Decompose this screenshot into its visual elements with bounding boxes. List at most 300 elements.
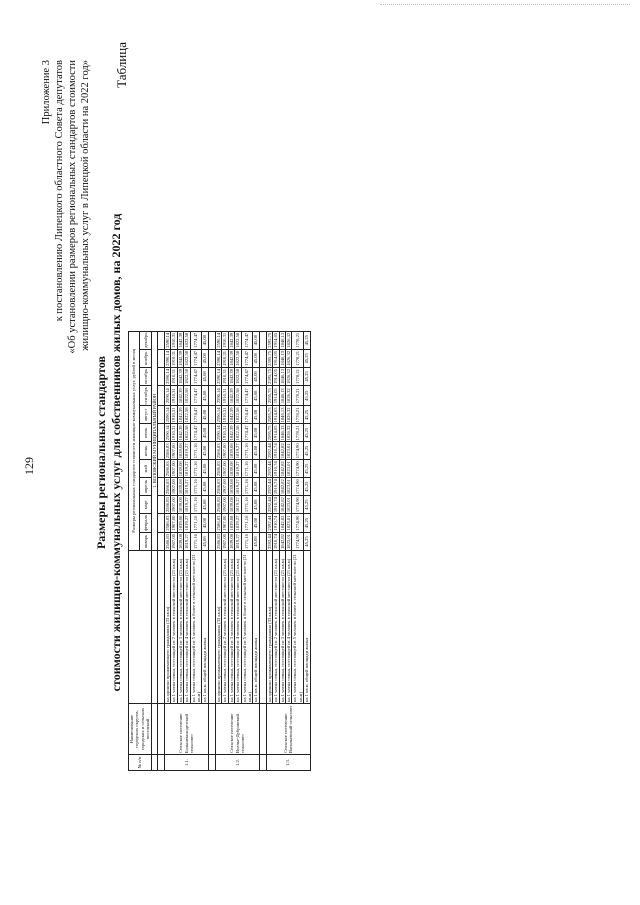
value-cell: 1846,13 xyxy=(279,369,285,384)
value-cell: 1823,01 xyxy=(285,514,291,533)
table-label: Таблица xyxy=(114,42,129,88)
row-description: на одиноко проживающего гражданина (33 кв.м) xyxy=(165,551,171,704)
value-cell: 1774,47 xyxy=(241,367,253,385)
value-cell: 1914,05 xyxy=(273,369,279,384)
value-cell: 1774,47 xyxy=(241,386,253,406)
spacer-cell xyxy=(158,704,165,755)
value-cell: 45,25 xyxy=(304,406,310,424)
row-description: на 1 члена семьи, состоящей из 4 человек в сельской местности (21 кв.м) xyxy=(184,551,190,704)
value-cell: 1910,31 xyxy=(171,332,177,348)
spacer-cell xyxy=(208,551,215,704)
value-cell: 1822,58 xyxy=(184,425,190,441)
month-header: июнь xyxy=(140,442,151,460)
value-cell: 1842,82 xyxy=(279,514,285,533)
value-cell: 1819,27 xyxy=(235,461,241,477)
spacer-cell xyxy=(158,424,165,442)
col-header-group: Размеры региональных стандартов стоимости жилищно-коммунальных услуг, рублей в месяц xyxy=(129,331,140,550)
value-cell: 1842,39 xyxy=(177,369,183,384)
spacer-cell xyxy=(208,460,215,478)
section-title: 1. ВОЛОВСКИЙ МУНИЦИПАЛЬНЫЙ РАЙОН xyxy=(151,331,157,550)
value-cell: 45,08 xyxy=(202,367,208,385)
value-cell: 1839,08 xyxy=(228,534,234,549)
month-header: февраль xyxy=(140,514,151,533)
value-cell: 45,08 xyxy=(202,386,208,406)
row-description: на 1 члена семьи, состоящей из 5 человек и более в сельской местности (21 кв.м) xyxy=(241,551,253,704)
value-cell: 1842,82 xyxy=(279,479,285,495)
value-cell: 1910,31 xyxy=(171,407,177,423)
row-description: на одиноко проживающего гражданина (33 кв.м) xyxy=(266,551,272,704)
spacer-cell xyxy=(158,406,165,424)
table-body xyxy=(151,331,310,770)
value-cell: 45,25 xyxy=(304,442,310,460)
value-cell: 1826,32 xyxy=(285,407,291,423)
value-cell: 1907,00 xyxy=(171,461,177,477)
value-cell: 1839,08 xyxy=(228,479,234,495)
value-cell: 1774,47 xyxy=(190,367,202,385)
spacer-cell xyxy=(208,406,215,424)
value-cell: 1819,27 xyxy=(184,534,190,549)
document-title-line-1: Размеры региональных стандартов xyxy=(94,355,108,550)
value-cell: 1819,27 xyxy=(235,443,241,459)
value-cell: 1819,27 xyxy=(184,479,190,495)
value-cell: 1839,08 xyxy=(228,497,234,513)
value-cell: 1774,90 xyxy=(292,514,304,533)
value-cell: 2590,14 xyxy=(165,407,171,423)
value-cell: 1842,39 xyxy=(177,425,183,441)
row-description: на 1 члена семьи, состоящей из 2 человек в сельской местности (21 кв.м) xyxy=(171,551,177,704)
spacer-cell xyxy=(208,478,215,496)
spacer-cell xyxy=(158,349,165,367)
value-cell: 2586,83 xyxy=(165,497,171,513)
value-cell: 45,25 xyxy=(304,424,310,442)
value-cell: 1774,47 xyxy=(190,349,202,367)
spacer-cell xyxy=(259,386,266,406)
value-cell: 2590,14 xyxy=(215,350,221,366)
value-cell: 1771,16 xyxy=(241,442,253,460)
value-cell: 1842,39 xyxy=(228,407,234,423)
value-cell: 1910,31 xyxy=(222,350,228,366)
spacer-cell xyxy=(259,460,266,478)
value-cell: 1907,00 xyxy=(171,479,177,495)
spacer-cell xyxy=(259,331,266,349)
value-cell: 1914,05 xyxy=(273,350,279,366)
spacer-cell xyxy=(208,514,215,533)
settlement-name: Сельское поселение Васильевский сельсовет xyxy=(266,704,310,755)
settlement-code: 1.1. xyxy=(165,755,209,771)
value-cell: 45,08 xyxy=(253,514,259,533)
value-cell: 1774,90 xyxy=(292,533,304,551)
value-cell: 1823,01 xyxy=(285,443,291,459)
month-header: март xyxy=(140,496,151,514)
value-cell: 2590,14 xyxy=(165,369,171,384)
value-cell: 1910,31 xyxy=(222,425,228,441)
value-cell: 45,25 xyxy=(304,478,310,496)
value-cell: 45,08 xyxy=(202,442,208,460)
appendix-line-2: к постановлению Липецкого областного Совета депутатов xyxy=(54,60,65,322)
value-cell: 45,08 xyxy=(253,386,259,406)
spacer-cell xyxy=(259,406,266,424)
row-description: на одиноко проживающего гражданина (33 кв.м) xyxy=(215,551,221,704)
appendix-line-3: «Об установлении размеров региональных стандартов стоимости xyxy=(67,60,78,354)
value-cell: 45,08 xyxy=(202,406,208,424)
row-description: на 1 члена семьи, состоящей из 4 человек в сельской местности (21 кв.м) xyxy=(285,551,291,704)
spacer-cell xyxy=(259,533,266,551)
month-header: сентябрь xyxy=(140,386,151,406)
spacer-cell xyxy=(208,496,215,514)
value-cell: 45,08 xyxy=(253,460,259,478)
value-cell: 1914,05 xyxy=(273,425,279,441)
spacer-cell xyxy=(208,755,215,771)
appendix-line-4: жилищно-коммунальных услуг в Липецкой области на 2022 год» xyxy=(80,60,91,351)
spacer-cell xyxy=(208,704,215,755)
value-cell: 1846,13 xyxy=(279,425,285,441)
value-cell: 1907,00 xyxy=(222,514,228,533)
value-cell: 45,08 xyxy=(253,331,259,349)
value-cell: 45,08 xyxy=(253,533,259,551)
value-cell: 2595,75 xyxy=(266,369,272,384)
value-cell: 2586,83 xyxy=(215,443,221,459)
value-cell: 1839,08 xyxy=(177,443,183,459)
value-cell: 45,25 xyxy=(304,460,310,478)
value-cell: 1774,90 xyxy=(292,442,304,460)
month-header: август xyxy=(140,406,151,424)
value-cell: 2595,75 xyxy=(266,407,272,423)
value-cell: 1907,00 xyxy=(171,514,177,533)
appendix-line-1: Приложение 3 xyxy=(41,60,52,125)
value-cell: 1822,58 xyxy=(184,332,190,348)
value-cell: 1910,74 xyxy=(273,514,279,533)
row-description: на 1 члена семьи, состоящей из 3 человек в сельской местности (21 кв.м) xyxy=(228,551,234,704)
value-cell: 45,25 xyxy=(304,514,310,533)
value-cell: 45,08 xyxy=(253,496,259,514)
row-description: на 1 кв.м. общей площади жилья xyxy=(253,551,259,704)
value-cell: 1822,58 xyxy=(184,386,190,406)
value-cell: 1819,27 xyxy=(184,443,190,459)
value-cell: 1771,16 xyxy=(190,496,202,514)
spacer-cell xyxy=(158,386,165,406)
settlement-name: Сельское поселение Волчье-Дубравский сельсовет xyxy=(215,704,259,755)
value-cell: 1771,16 xyxy=(241,533,253,551)
value-cell: 1910,31 xyxy=(222,386,228,406)
value-cell: 1774,47 xyxy=(190,424,202,442)
value-cell: 2592,44 xyxy=(266,534,272,549)
value-cell: 1907,00 xyxy=(222,534,228,549)
month-header: июль xyxy=(140,424,151,442)
value-cell: 45,08 xyxy=(202,460,208,478)
value-cell: 1822,58 xyxy=(235,425,241,441)
spacer-cell xyxy=(158,331,165,349)
value-cell: 1819,27 xyxy=(235,534,241,549)
value-cell: 2592,44 xyxy=(266,479,272,495)
value-cell: 2586,83 xyxy=(215,479,221,495)
value-cell: 1910,31 xyxy=(171,350,177,366)
value-cell: 1822,58 xyxy=(184,407,190,423)
value-cell: 1910,74 xyxy=(273,534,279,549)
value-cell: 1771,16 xyxy=(190,460,202,478)
value-cell: 1846,13 xyxy=(279,350,285,366)
value-cell: 45,08 xyxy=(253,424,259,442)
value-cell: 1778,21 xyxy=(292,386,304,406)
value-cell: 1778,21 xyxy=(292,424,304,442)
value-cell: 1774,47 xyxy=(241,349,253,367)
month-header: май xyxy=(140,460,151,478)
value-cell: 1771,16 xyxy=(190,442,202,460)
spacer-cell xyxy=(259,514,266,533)
month-header: декабрь xyxy=(140,331,151,349)
value-cell: 2590,14 xyxy=(215,369,221,384)
value-cell: 2590,14 xyxy=(215,386,221,406)
spacer-cell xyxy=(259,442,266,460)
value-cell: 1910,31 xyxy=(171,425,177,441)
value-cell: 1819,27 xyxy=(184,514,190,533)
spacer-cell xyxy=(158,478,165,496)
value-cell: 1771,16 xyxy=(190,514,202,533)
value-cell: 45,08 xyxy=(253,478,259,496)
value-cell: 2595,75 xyxy=(266,425,272,441)
row-description: на 1 члена семьи, состоящей из 2 человек в сельской местности (21 кв.м) xyxy=(273,551,279,704)
value-cell: 45,08 xyxy=(253,442,259,460)
value-cell: 1907,00 xyxy=(171,443,177,459)
value-cell: 2590,14 xyxy=(165,350,171,366)
spacer-cell xyxy=(208,349,215,367)
value-cell: 1842,39 xyxy=(177,386,183,406)
value-cell: 1822,58 xyxy=(235,369,241,384)
value-cell: 1774,47 xyxy=(241,406,253,424)
value-cell: 1819,27 xyxy=(184,461,190,477)
value-cell: 1771,16 xyxy=(241,514,253,533)
spacer-cell xyxy=(208,424,215,442)
value-cell: 1914,05 xyxy=(273,386,279,406)
spacer-cell xyxy=(259,496,266,514)
value-cell: 2592,44 xyxy=(266,443,272,459)
value-cell: 45,08 xyxy=(202,533,208,551)
spacer-cell xyxy=(158,442,165,460)
value-cell: 2590,14 xyxy=(215,425,221,441)
value-cell: 1846,13 xyxy=(279,407,285,423)
value-cell: 1819,27 xyxy=(184,497,190,513)
value-cell: 1910,31 xyxy=(222,332,228,348)
value-cell: 1823,01 xyxy=(285,479,291,495)
value-cell: 45,08 xyxy=(202,496,208,514)
value-cell: 45,25 xyxy=(304,533,310,551)
spacer-cell xyxy=(158,514,165,533)
value-cell: 1822,58 xyxy=(235,332,241,348)
spacer-cell xyxy=(208,442,215,460)
value-cell: 1826,32 xyxy=(285,425,291,441)
value-cell: 2590,14 xyxy=(165,386,171,406)
col-header-description xyxy=(129,551,152,704)
spacer-cell xyxy=(208,331,215,349)
settlement-code: 1.2. xyxy=(215,755,259,771)
settlement-code: 1.3. xyxy=(266,755,310,771)
value-cell: 1819,27 xyxy=(235,497,241,513)
value-cell: 45,08 xyxy=(202,514,208,533)
value-cell: 1842,39 xyxy=(177,332,183,348)
value-cell: 1822,58 xyxy=(235,386,241,406)
value-cell: 1771,16 xyxy=(190,478,202,496)
value-cell: 2590,14 xyxy=(215,407,221,423)
value-cell: 1839,08 xyxy=(228,461,234,477)
value-cell: 1842,39 xyxy=(228,332,234,348)
value-cell: 1907,00 xyxy=(171,534,177,549)
value-cell: 1842,39 xyxy=(228,350,234,366)
value-cell: 45,08 xyxy=(202,478,208,496)
value-cell: 45,08 xyxy=(253,367,259,385)
value-cell: 1907,00 xyxy=(222,443,228,459)
value-cell: 1778,21 xyxy=(292,349,304,367)
value-cell: 1822,58 xyxy=(184,350,190,366)
value-cell: 1910,74 xyxy=(273,497,279,513)
value-cell: 1839,08 xyxy=(177,534,183,549)
value-cell: 2586,83 xyxy=(165,534,171,549)
value-cell: 1907,00 xyxy=(222,479,228,495)
value-cell: 45,25 xyxy=(304,331,310,349)
value-cell: 1846,13 xyxy=(279,386,285,406)
value-cell: 1774,90 xyxy=(292,460,304,478)
value-cell: 1842,39 xyxy=(228,386,234,406)
value-cell: 45,25 xyxy=(304,496,310,514)
spacer-cell xyxy=(208,386,215,406)
spacer-cell xyxy=(158,367,165,385)
value-cell: 2595,75 xyxy=(266,350,272,366)
value-cell: 1826,32 xyxy=(285,332,291,348)
spacer-cell xyxy=(259,755,266,771)
value-cell: 1907,00 xyxy=(222,497,228,513)
value-cell: 2590,14 xyxy=(165,332,171,348)
month-header: апрель xyxy=(140,478,151,496)
value-cell: 2586,83 xyxy=(215,461,221,477)
value-cell: 1774,47 xyxy=(241,424,253,442)
value-cell: 1842,82 xyxy=(279,461,285,477)
value-cell: 45,08 xyxy=(202,349,208,367)
spacer-cell xyxy=(259,478,266,496)
value-cell: 1822,58 xyxy=(235,350,241,366)
spacer-cell xyxy=(158,755,165,771)
value-cell: 1778,21 xyxy=(292,367,304,385)
value-cell: 2590,14 xyxy=(215,332,221,348)
group-spacer-row xyxy=(208,331,215,770)
col-header-name: Наименование городских округов, городских и сельских поселений xyxy=(129,704,152,755)
value-cell: 1774,47 xyxy=(190,386,202,406)
value-cell: 2592,44 xyxy=(266,497,272,513)
value-cell: 1842,82 xyxy=(279,497,285,513)
row-description: на 1 кв.м. общей площади жилья xyxy=(304,551,310,704)
value-cell: 1778,21 xyxy=(292,331,304,349)
value-cell: 1914,05 xyxy=(273,332,279,348)
value-cell: 1778,21 xyxy=(292,406,304,424)
spacer-cell xyxy=(158,460,165,478)
value-cell: 1774,47 xyxy=(190,406,202,424)
value-cell: 1771,16 xyxy=(241,460,253,478)
month-header: октябрь xyxy=(140,367,151,385)
value-cell: 1910,31 xyxy=(222,369,228,384)
standards-table xyxy=(128,331,311,771)
spacer-cell xyxy=(259,367,266,385)
value-cell: 1774,47 xyxy=(190,331,202,349)
value-cell: 1910,31 xyxy=(171,386,177,406)
page-number: 129 xyxy=(22,457,36,475)
spacer-cell xyxy=(208,533,215,551)
value-cell: 1910,31 xyxy=(222,407,228,423)
col-header-number: № п/п xyxy=(129,755,152,771)
value-cell: 1839,08 xyxy=(177,514,183,533)
value-cell: 1910,31 xyxy=(171,369,177,384)
value-cell: 45,08 xyxy=(253,406,259,424)
value-cell: 1826,32 xyxy=(285,350,291,366)
value-cell: 1823,01 xyxy=(285,461,291,477)
value-cell: 1907,00 xyxy=(171,497,177,513)
row-description: на 1 члена семьи, состоящей из 3 человек в сельской местности (21 кв.м) xyxy=(177,551,183,704)
spacer-cell xyxy=(158,551,165,704)
value-cell: 1839,08 xyxy=(177,497,183,513)
value-cell: 2586,83 xyxy=(165,514,171,533)
value-cell: 1839,08 xyxy=(228,514,234,533)
value-cell: 1822,58 xyxy=(235,407,241,423)
value-cell: 1842,39 xyxy=(228,369,234,384)
value-cell: 1842,39 xyxy=(228,425,234,441)
month-header: ноябрь xyxy=(140,349,151,367)
value-cell: 2595,75 xyxy=(266,386,272,406)
document-title-line-2: стоимости жилищно-коммунальных услуг для собственников жилых домов, на 2022 год xyxy=(109,213,123,692)
value-cell: 1774,90 xyxy=(292,478,304,496)
month-header: январь xyxy=(140,533,151,551)
value-cell: 2586,83 xyxy=(215,514,221,533)
value-cell: 1842,82 xyxy=(279,534,285,549)
row-description: на 1 члена семьи, состоящей из 4 человек в сельской местности (21 кв.м) xyxy=(235,551,241,704)
spacer-cell xyxy=(208,367,215,385)
value-cell: 1826,32 xyxy=(285,386,291,406)
row-description: на 1 кв.м. общей площади жилья xyxy=(202,551,208,704)
value-cell: 1910,74 xyxy=(273,443,279,459)
value-cell: 1839,08 xyxy=(177,461,183,477)
row-description: на 1 члена семьи, состоящей из 2 человек в сельской местности (21 кв.м) xyxy=(222,551,228,704)
settlement-name: Сельское поселение Большеколодезский сельсовет xyxy=(165,704,209,755)
value-cell: 45,25 xyxy=(304,386,310,406)
value-cell: 1910,74 xyxy=(273,461,279,477)
value-cell: 45,08 xyxy=(253,349,259,367)
value-cell: 1846,13 xyxy=(279,332,285,348)
spacer-cell xyxy=(158,496,165,514)
row-description: на 1 члена семьи, состоящей из 5 человек и более в сельской местности (21 кв.м) xyxy=(292,551,304,704)
spacer-cell xyxy=(259,349,266,367)
spacer-cell xyxy=(158,533,165,551)
value-cell: 1910,74 xyxy=(273,479,279,495)
value-cell: 1914,05 xyxy=(273,407,279,423)
value-cell: 1771,16 xyxy=(190,533,202,551)
value-cell: 2590,14 xyxy=(165,425,171,441)
value-cell: 45,25 xyxy=(304,349,310,367)
value-cell: 1842,39 xyxy=(177,407,183,423)
value-cell: 1823,01 xyxy=(285,497,291,513)
row-description: на 1 члена семьи, состоящей из 5 человек и более в сельской местности (21 кв.м) xyxy=(190,551,202,704)
spacer-cell xyxy=(259,704,266,755)
value-cell: 1819,27 xyxy=(235,514,241,533)
value-cell: 1842,39 xyxy=(177,350,183,366)
value-cell: 2586,83 xyxy=(215,534,221,549)
table-header xyxy=(129,331,152,770)
value-cell: 2592,44 xyxy=(266,461,272,477)
value-cell: 1822,58 xyxy=(184,369,190,384)
value-cell: 1839,08 xyxy=(177,479,183,495)
value-cell: 1839,08 xyxy=(228,443,234,459)
value-cell: 2592,44 xyxy=(266,514,272,533)
value-cell: 1774,90 xyxy=(292,496,304,514)
row-description: на 1 члена семьи, состоящей из 3 человек в сельской местности (21 кв.м) xyxy=(279,551,285,704)
value-cell: 1771,16 xyxy=(241,496,253,514)
group-spacer-row xyxy=(259,331,266,770)
value-cell: 45,08 xyxy=(202,331,208,349)
value-cell: 2586,83 xyxy=(165,443,171,459)
